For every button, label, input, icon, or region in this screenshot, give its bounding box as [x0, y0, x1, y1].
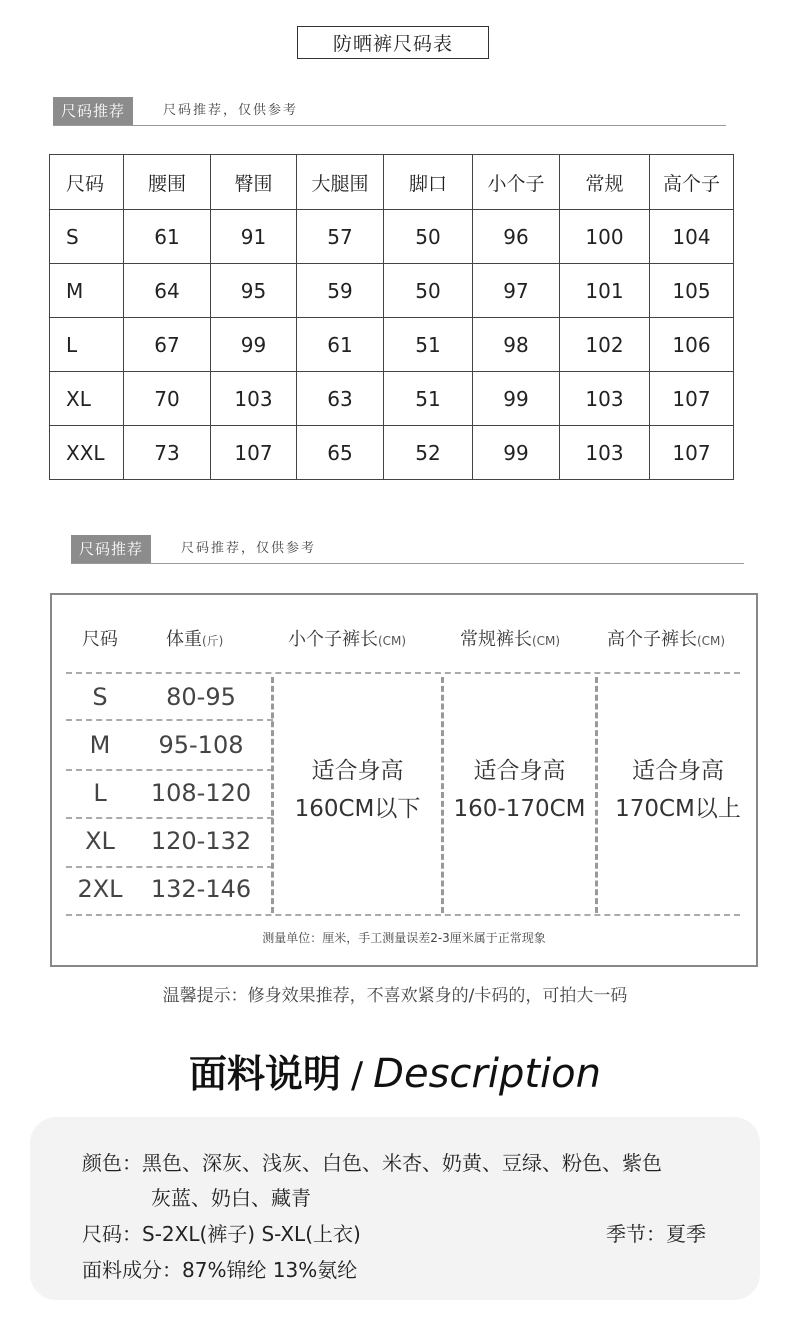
section-note: 尺码推荐，仅供参考 [181, 541, 317, 556]
fit-label: 适合身高 [311, 758, 404, 784]
table-cell: 102 [560, 318, 650, 372]
col-header-weight-label: 体重 [166, 629, 202, 650]
row-weight: 80-95 [166, 683, 236, 711]
table-cell: 100 [560, 210, 650, 264]
col-header-weight [166, 625, 223, 651]
col-header-size: 尺码 [82, 629, 118, 650]
section-tag: 尺码推荐 [53, 97, 133, 125]
size-chart-table [49, 154, 734, 480]
row-size: M [89, 731, 111, 759]
table-cell: 103 [560, 426, 650, 480]
table-cell: 65 [297, 426, 384, 480]
section-header-1 [53, 97, 726, 127]
dashed-divider [66, 817, 273, 819]
header-cell: 常规 [560, 155, 650, 210]
table-cell: 50 [384, 264, 473, 318]
table-cell: 96 [473, 210, 560, 264]
description-box [30, 1117, 760, 1300]
table-cell: 97 [473, 264, 560, 318]
table-cell: 59 [297, 264, 384, 318]
col-header-tall [607, 625, 725, 651]
header-cell: 小个子 [473, 155, 560, 210]
table-cell: 57 [297, 210, 384, 264]
table-cell: 73 [124, 426, 211, 480]
section-header-2 [71, 535, 744, 565]
color-line: 颜色：黑色、深灰、浅灰、白色、米杏、奶黄、豆绿、粉色、紫色 [82, 1151, 662, 1175]
col-header-tall-label: 高个子裤长 [607, 629, 697, 650]
table-cell: 99 [473, 372, 560, 426]
row-weight: 95-108 [158, 731, 244, 759]
height-weight-panel [50, 593, 758, 967]
table-cell: XL [50, 372, 124, 426]
table-cell: XXL [50, 426, 124, 480]
table-row [50, 372, 734, 426]
description-title-separator: / [351, 1055, 364, 1096]
col-header-tall-unit: (CM) [697, 634, 726, 648]
table-cell: 99 [473, 426, 560, 480]
fit-short [274, 752, 441, 828]
size-line: 尺码：S-2XL(裤子) S-XL(上衣) [82, 1222, 361, 1246]
col-header-regular-label: 常规裤长 [460, 629, 532, 650]
section-tag: 尺码推荐 [71, 535, 151, 563]
table-cell: 91 [211, 210, 297, 264]
table-cell: 105 [650, 264, 734, 318]
table-row [50, 426, 734, 480]
table-cell: 99 [211, 318, 297, 372]
table-cell: 103 [211, 372, 297, 426]
section-note: 尺码推荐，仅供参考 [163, 103, 299, 118]
table-cell: 51 [384, 372, 473, 426]
season-line: 季节：夏季 [606, 1222, 706, 1246]
row-weight: 132-146 [150, 875, 252, 903]
dashed-divider [66, 672, 740, 674]
table-row [50, 264, 734, 318]
table-cell: 63 [297, 372, 384, 426]
fit-label: 适合身高 [473, 758, 566, 784]
col-header-short [288, 625, 406, 651]
table-cell: 107 [211, 426, 297, 480]
col-header-regular-unit: (CM) [532, 634, 561, 648]
table-cell: 67 [124, 318, 211, 372]
table-cell: 106 [650, 318, 734, 372]
table-cell: S [50, 210, 124, 264]
table-cell: L [50, 318, 124, 372]
header-cell: 尺码 [50, 155, 124, 210]
table-cell: 52 [384, 426, 473, 480]
row-size: S [92, 683, 108, 711]
fit-label: 适合身高 [632, 758, 724, 784]
col-header-short-label: 小个子裤长 [288, 629, 378, 650]
table-cell: 98 [473, 318, 560, 372]
table-cell: 107 [650, 426, 734, 480]
col-header-weight-unit: (斤) [202, 634, 224, 648]
page-title: 防晒裤尺码表 [297, 26, 489, 59]
table-cell: 70 [124, 372, 211, 426]
header-cell: 脚口 [384, 155, 473, 210]
header-cell: 腰围 [124, 155, 211, 210]
fit-tall [598, 752, 758, 828]
table-cell: 51 [384, 318, 473, 372]
table-cell: 104 [650, 210, 734, 264]
dashed-divider [66, 769, 273, 771]
header-cell: 高个子 [650, 155, 734, 210]
row-weight: 120-132 [150, 827, 252, 855]
row-size: L [93, 779, 107, 807]
table-cell: 50 [384, 210, 473, 264]
table-cell: 101 [560, 264, 650, 318]
fit-regular [444, 752, 595, 828]
table-header-row [50, 155, 734, 210]
table-cell: 107 [650, 372, 734, 426]
table-row [50, 318, 734, 372]
material-line: 面料成分：87%锦纶 13%氨纶 [82, 1258, 358, 1282]
description-title-zh: 面料说明 [189, 1052, 342, 1096]
row-size: XL [85, 827, 115, 855]
fit-range: 160CM以下 [294, 796, 421, 822]
header-cell: 臀围 [211, 155, 297, 210]
dashed-divider [66, 719, 273, 721]
fit-range: 170CM以上 [615, 796, 741, 822]
measurement-footnote: 测量单位：厘米，手工测量误差2-3厘米属于正常现象 [262, 931, 546, 945]
table-cell: 103 [560, 372, 650, 426]
table-cell: M [50, 264, 124, 318]
table-cell: 61 [124, 210, 211, 264]
section-divider [71, 563, 744, 564]
table-row [50, 210, 734, 264]
description-title [0, 1043, 790, 1098]
row-size: 2XL [77, 875, 123, 903]
description-title-en: Description [373, 1051, 601, 1097]
row-weight: 108-120 [150, 779, 252, 807]
col-header-regular [460, 625, 560, 651]
col-header-short-unit: (CM) [378, 634, 407, 648]
table-cell: 61 [297, 318, 384, 372]
dashed-divider [66, 866, 273, 868]
table-cell: 95 [211, 264, 297, 318]
header-cell: 大腿围 [297, 155, 384, 210]
fit-range: 160-170CM [453, 796, 586, 822]
tip-text: 温馨提示：修身效果推荐，不喜欢紧身的/卡码的，可拍大一码 [162, 986, 628, 1006]
dashed-divider [66, 914, 740, 916]
table-cell: 64 [124, 264, 211, 318]
section-divider [53, 125, 726, 126]
color-line-continued: 灰蓝、奶白、藏青 [151, 1186, 311, 1210]
